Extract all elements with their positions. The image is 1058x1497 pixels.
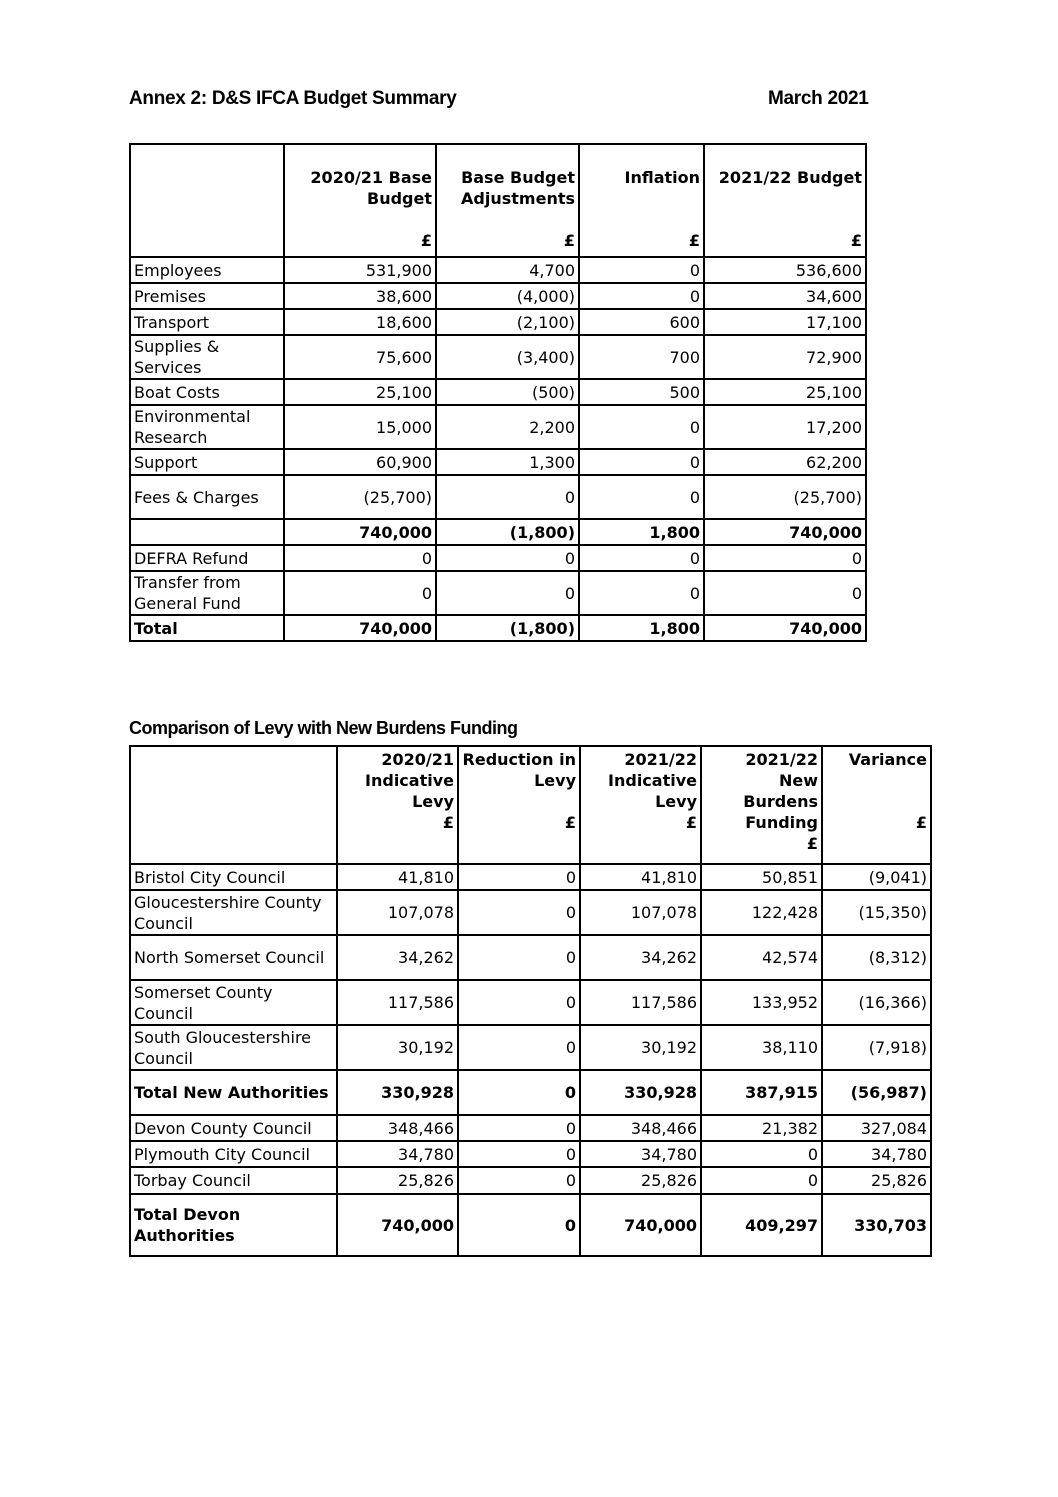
budget-column-header (704, 144, 866, 257)
budget-cell-value: 18,600 (284, 309, 436, 335)
levy-column-header (580, 746, 701, 864)
budget-cell-value: 0 (579, 545, 704, 571)
budget-row-label: Fees & Charges (130, 475, 284, 519)
levy-row (130, 864, 931, 890)
budget-cell-value: 4,700 (436, 257, 579, 283)
budget-row-label: Transfer from General Fund (130, 571, 284, 615)
levy-cell-value: (56,987) (822, 1070, 931, 1115)
levy-cell-value: 34,780 (580, 1141, 701, 1167)
budget-cell-value: 0 (579, 405, 704, 449)
budget-cell-value: (1,800) (436, 615, 579, 641)
levy-row-label: Bristol City Council (130, 864, 337, 890)
budget-cell-value: 740,000 (284, 519, 436, 545)
budget-cell-value: (2,100) (436, 309, 579, 335)
levy-cell-value: 330,928 (337, 1070, 458, 1115)
levy-row (130, 1194, 931, 1256)
budget-column-label: Base Budget Adjustments (461, 168, 575, 208)
levy-row (130, 1141, 931, 1167)
budget-column-header (436, 144, 579, 257)
levy-column-unit: £ (564, 813, 576, 832)
budget-cell-value: 0 (436, 475, 579, 519)
levy-cell-value: 133,952 (701, 980, 822, 1025)
budget-row (130, 615, 866, 641)
levy-cell-value: 30,192 (337, 1025, 458, 1070)
levy-cell-value: 387,915 (701, 1070, 822, 1115)
levy-row (130, 980, 931, 1025)
budget-row-label: Total (130, 615, 284, 641)
levy-cell-value: 34,262 (580, 935, 701, 980)
levy-column-header (701, 746, 822, 864)
levy-column-header (337, 746, 458, 864)
levy-cell-value: 0 (458, 980, 580, 1025)
budget-cell-value: 15,000 (284, 405, 436, 449)
levy-cell-value: 41,810 (337, 864, 458, 890)
budget-cell-value: 0 (579, 571, 704, 615)
budget-row (130, 475, 866, 519)
levy-row (130, 890, 931, 935)
budget-column-label (134, 167, 280, 230)
budget-cell-value: 740,000 (704, 519, 866, 545)
levy-cell-value: (9,041) (822, 864, 931, 890)
levy-column-label (134, 749, 333, 812)
levy-header (130, 746, 931, 864)
budget-column-header (284, 144, 436, 257)
budget-row-label (130, 519, 284, 545)
budget-column-unit: £ (688, 231, 700, 250)
levy-row (130, 1167, 931, 1194)
levy-cell-value: 0 (458, 864, 580, 890)
budget-cell-value: 0 (704, 545, 866, 571)
levy-cell-value: 0 (458, 1167, 580, 1194)
levy-cell-value: 0 (701, 1167, 822, 1194)
levy-column-label: Reduction in Levy (462, 750, 576, 790)
budget-row-label: Transport (130, 309, 284, 335)
budget-cell-value: 25,100 (704, 379, 866, 405)
levy-cell-value: (7,918) (822, 1025, 931, 1070)
budget-column-header (130, 144, 284, 257)
levy-cell-value: 330,703 (822, 1194, 931, 1256)
levy-row-label: Plymouth City Council (130, 1141, 337, 1167)
levy-body (130, 864, 931, 1256)
budget-column-unit: £ (850, 231, 862, 250)
levy-row-label: Total Devon Authorities (130, 1194, 337, 1256)
levy-column-header (822, 746, 931, 864)
budget-cell-value: 500 (579, 379, 704, 405)
levy-cell-value: 348,466 (580, 1115, 701, 1141)
levy-cell-value: 409,297 (701, 1194, 822, 1256)
levy-column-unit: £ (685, 813, 697, 832)
document-title: Annex 2: D&S IFCA Budget Summary (129, 88, 457, 109)
levy-column-header (458, 746, 580, 864)
levy-cell-value: 0 (458, 935, 580, 980)
budget-cell-value: 536,600 (704, 257, 866, 283)
budget-column-unit: £ (563, 231, 575, 250)
document-date: March 2021 (768, 88, 869, 109)
budget-cell-value: 0 (579, 283, 704, 309)
budget-cell-value: (500) (436, 379, 579, 405)
budget-column-label: 2020/21 Base Budget (310, 168, 432, 208)
levy-cell-value: 107,078 (580, 890, 701, 935)
budget-cell-value: 2,200 (436, 405, 579, 449)
budget-cell-value: 72,900 (704, 335, 866, 379)
budget-cell-value: 0 (704, 571, 866, 615)
budget-cell-value: 34,600 (704, 283, 866, 309)
budget-cell-value: 60,900 (284, 449, 436, 475)
levy-cell-value: 0 (458, 1070, 580, 1115)
budget-row-label: DEFRA Refund (130, 545, 284, 571)
levy-cell-value: 25,826 (580, 1167, 701, 1194)
budget-cell-value: 25,100 (284, 379, 436, 405)
levy-cell-value: 330,928 (580, 1070, 701, 1115)
levy-column-label: Variance (848, 750, 927, 769)
budget-cell-value: 0 (579, 257, 704, 283)
levy-cell-value: 740,000 (580, 1194, 701, 1256)
levy-cell-value: 41,810 (580, 864, 701, 890)
levy-cell-value: 348,466 (337, 1115, 458, 1141)
budget-column-label: 2021/22 Budget (718, 168, 862, 187)
levy-cell-value: 122,428 (701, 890, 822, 935)
levy-cell-value: 0 (458, 1025, 580, 1070)
budget-row-label: Boat Costs (130, 379, 284, 405)
levy-cell-value: 107,078 (337, 890, 458, 935)
levy-row (130, 1115, 931, 1141)
levy-cell-value: (15,350) (822, 890, 931, 935)
budget-row (130, 379, 866, 405)
budget-cell-value: 0 (284, 545, 436, 571)
budget-cell-value: 75,600 (284, 335, 436, 379)
budget-row (130, 335, 866, 379)
levy-cell-value: 0 (458, 1141, 580, 1167)
levy-row-label: Somerset County Council (130, 980, 337, 1025)
budget-column-header (579, 144, 704, 257)
levy-row-label: North Somerset Council (130, 935, 337, 980)
budget-cell-value: 740,000 (284, 615, 436, 641)
levy-column-unit: £ (806, 834, 818, 853)
levy-column-header (130, 746, 337, 864)
levy-cell-value: 117,586 (580, 980, 701, 1025)
levy-cell-value: 0 (458, 890, 580, 935)
levy-cell-value: 740,000 (337, 1194, 458, 1256)
budget-row-label: Premises (130, 283, 284, 309)
budget-cell-value: 17,100 (704, 309, 866, 335)
budget-cell-value: 62,200 (704, 449, 866, 475)
levy-cell-value: 25,826 (337, 1167, 458, 1194)
levy-row-label: South Gloucestershire Council (130, 1025, 337, 1070)
budget-cell-value: 740,000 (704, 615, 866, 641)
budget-cell-value: 0 (284, 571, 436, 615)
budget-row (130, 571, 866, 615)
budget-cell-value: 0 (436, 545, 579, 571)
budget-header (130, 144, 866, 257)
budget-column-label: Inflation (624, 168, 700, 187)
budget-body (130, 257, 866, 641)
budget-cell-value: 600 (579, 309, 704, 335)
budget-row-label: Supplies & Services (130, 335, 284, 379)
levy-row (130, 935, 931, 980)
budget-row (130, 309, 866, 335)
levy-column-label: 2021/22 Indicative Levy (608, 750, 697, 811)
budget-cell-value: 38,600 (284, 283, 436, 309)
budget-cell-value: 700 (579, 335, 704, 379)
levy-cell-value: (8,312) (822, 935, 931, 980)
budget-row-label: Support (130, 449, 284, 475)
levy-row-label: Devon County Council (130, 1115, 337, 1141)
budget-cell-value: (4,000) (436, 283, 579, 309)
levy-cell-value: 327,084 (822, 1115, 931, 1141)
levy-cell-value: 0 (701, 1141, 822, 1167)
budget-row (130, 519, 866, 545)
levy-comparison-table (129, 745, 932, 1257)
levy-row-label: Torbay Council (130, 1167, 337, 1194)
budget-cell-value: 531,900 (284, 257, 436, 283)
budget-row-label: Employees (130, 257, 284, 283)
levy-cell-value: 50,851 (701, 864, 822, 890)
levy-column-label: 2020/21 Indicative Levy (365, 750, 454, 811)
levy-cell-value: 0 (458, 1115, 580, 1141)
budget-cell-value: 17,200 (704, 405, 866, 449)
budget-summary-table (129, 143, 867, 642)
levy-row-label: Gloucestershire County Council (130, 890, 337, 935)
budget-cell-value: 1,800 (579, 615, 704, 641)
budget-cell-value: 0 (436, 571, 579, 615)
levy-cell-value: 30,192 (580, 1025, 701, 1070)
budget-cell-value: (25,700) (704, 475, 866, 519)
levy-column-unit: £ (915, 813, 927, 832)
levy-cell-value: 34,780 (822, 1141, 931, 1167)
levy-cell-value: 38,110 (701, 1025, 822, 1070)
levy-cell-value: 25,826 (822, 1167, 931, 1194)
levy-column-unit: £ (442, 813, 454, 832)
levy-cell-value: 21,382 (701, 1115, 822, 1141)
levy-cell-value: 0 (458, 1194, 580, 1256)
levy-cell-value: 34,262 (337, 935, 458, 980)
budget-cell-value: 0 (579, 449, 704, 475)
budget-column-unit: £ (420, 231, 432, 250)
budget-cell-value: 1,800 (579, 519, 704, 545)
levy-cell-value: 117,586 (337, 980, 458, 1025)
levy-column-label: 2021/22 New Burdens Funding (743, 750, 818, 832)
levy-cell-value: 42,574 (701, 935, 822, 980)
budget-row (130, 449, 866, 475)
budget-cell-value: 1,300 (436, 449, 579, 475)
budget-row (130, 283, 866, 309)
levy-row-label: Total New Authorities (130, 1070, 337, 1115)
budget-row (130, 405, 866, 449)
levy-cell-value: (16,366) (822, 980, 931, 1025)
budget-cell-value: 0 (579, 475, 704, 519)
levy-cell-value: 34,780 (337, 1141, 458, 1167)
levy-section-title: Comparison of Levy with New Burdens Funding (129, 718, 518, 738)
budget-row (130, 545, 866, 571)
levy-row (130, 1070, 931, 1115)
levy-row (130, 1025, 931, 1070)
budget-row (130, 257, 866, 283)
budget-cell-value: (3,400) (436, 335, 579, 379)
budget-cell-value: (1,800) (436, 519, 579, 545)
budget-row-label: Environmental Research (130, 405, 284, 449)
budget-cell-value: (25,700) (284, 475, 436, 519)
